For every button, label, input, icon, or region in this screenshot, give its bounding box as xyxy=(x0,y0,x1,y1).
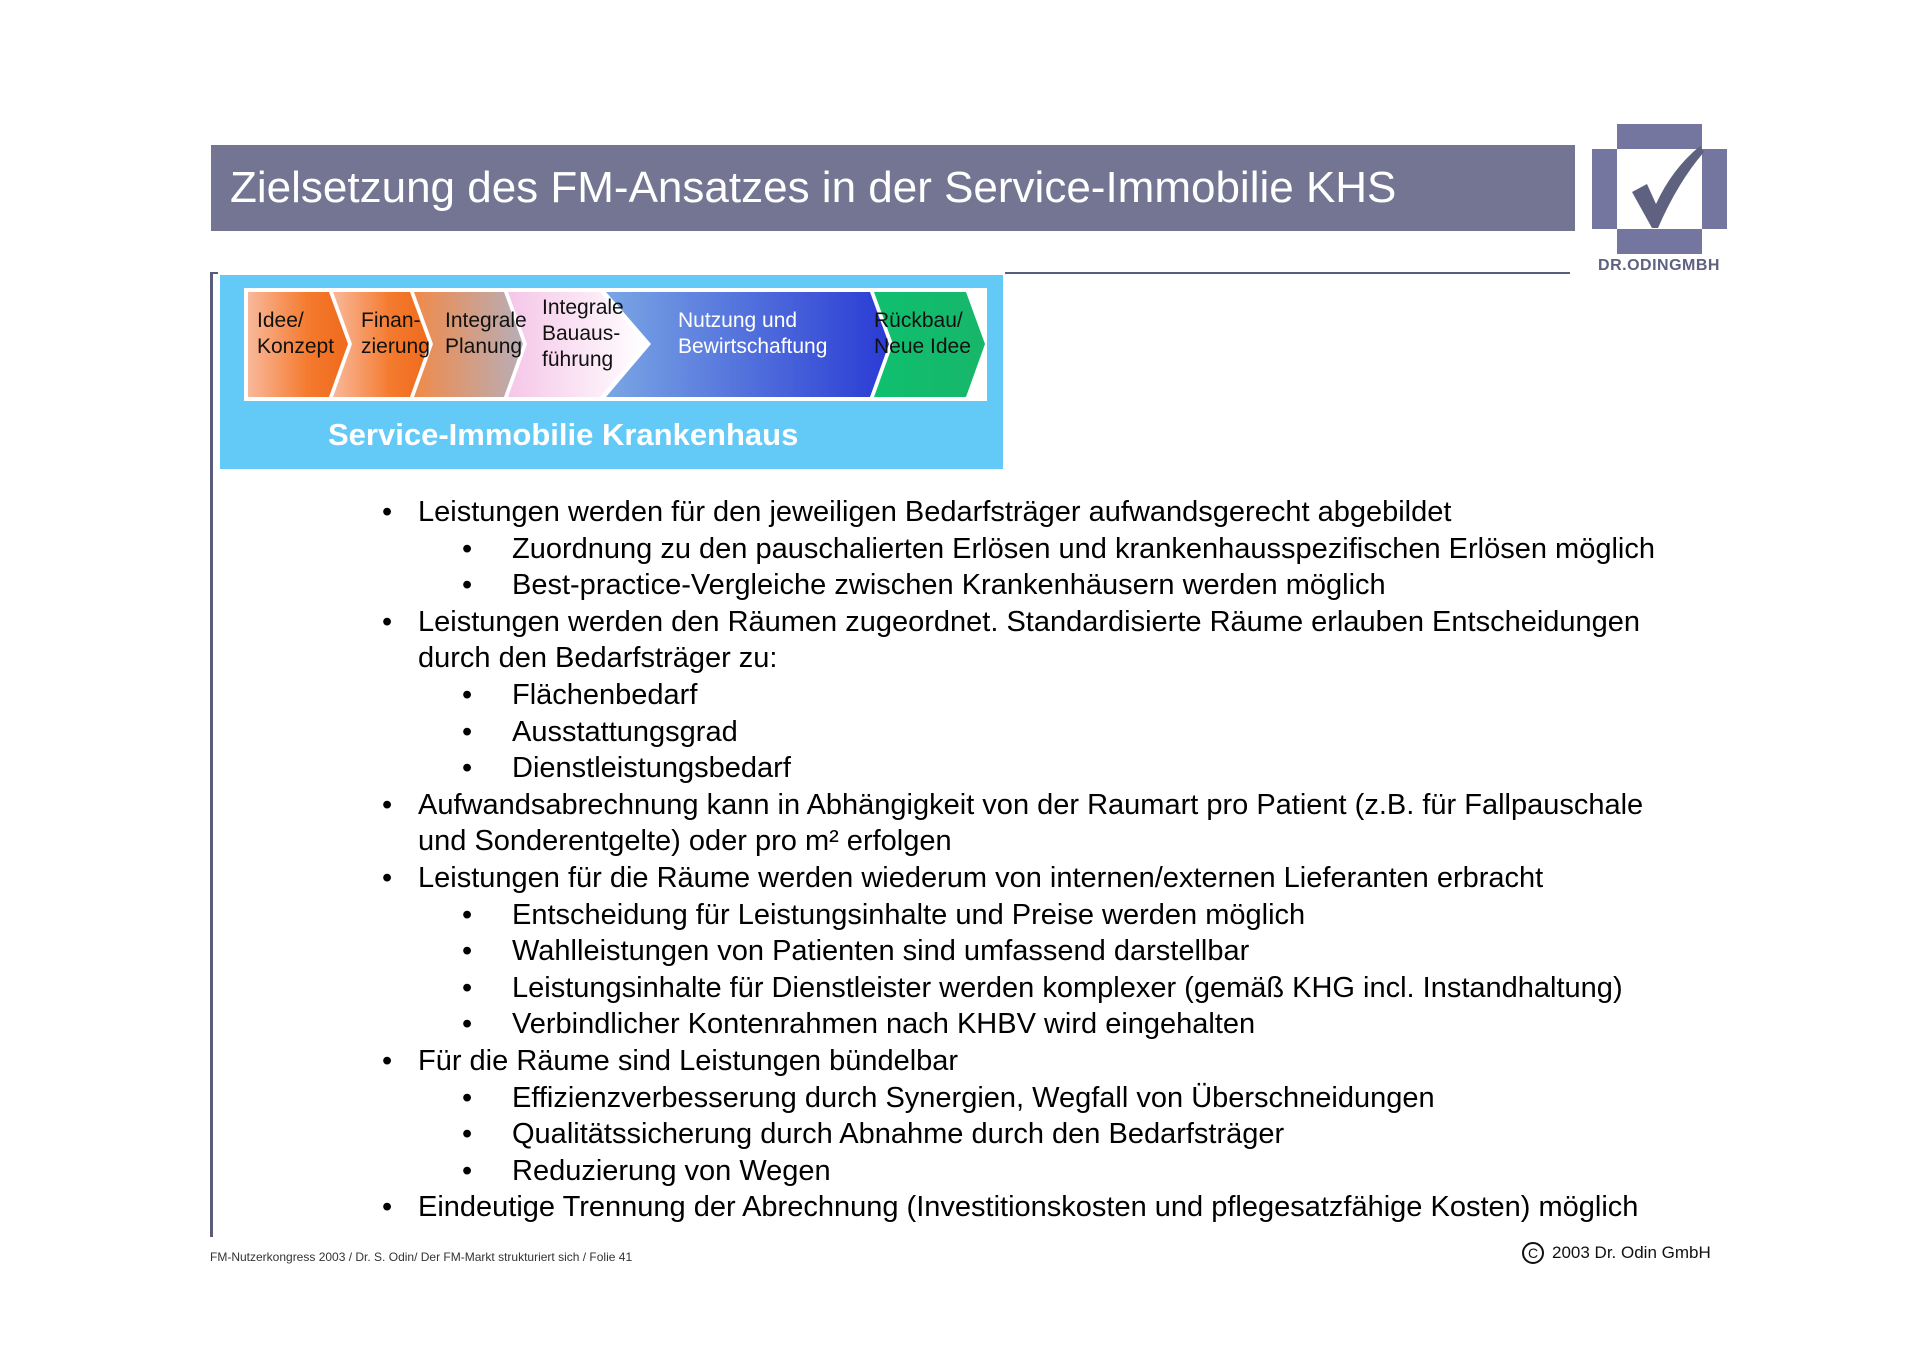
stage-label-integrale-planung: Integrale Planung xyxy=(445,309,527,358)
bullet-text: Aufwandsabrechnung kann in Abhängigkeit von der Raumart pro Patient (z.B. für Fallpauschale xyxy=(418,788,1644,821)
bullet-dot-icon: • xyxy=(382,605,393,638)
sub-bullet-item xyxy=(380,970,1720,1007)
bullet-text: Leistungsinhalte für Dienstleister werden komplexer (gemäß KHG incl. Instandhaltung) xyxy=(512,971,1623,1004)
sub-bullet-item xyxy=(380,567,1720,604)
bullet-text: Zuordnung zu den pauschalierten Erlösen und krankenhausspezifischen Erlösen möglich xyxy=(512,532,1655,565)
bullet-dot-icon: • xyxy=(382,788,393,821)
bullet-item xyxy=(380,1043,1720,1080)
bullet-text: Verbindlicher Kontenrahmen nach KHBV wird eingehalten xyxy=(512,1008,1256,1041)
bullet-dot-icon: • xyxy=(382,861,393,894)
bullet-dot-icon: • xyxy=(462,1081,473,1114)
bullet-dot-icon: • xyxy=(462,715,473,748)
sub-bullet-item xyxy=(380,677,1720,714)
logo-check-mark xyxy=(1632,146,1704,228)
bullet-text: Leistungen werden den Räumen zugeordnet. Standardisierte Räume erlauben Entscheidungen xyxy=(418,605,1641,638)
bullet-text: Leistungen werden für den jeweiligen Bedarfsträger aufwandsgerecht abgebildet xyxy=(418,496,1452,528)
bullet-dot-icon: • xyxy=(382,1191,393,1224)
bullet-continuation xyxy=(380,823,1720,860)
sub-bullet-item xyxy=(380,933,1720,970)
bullet-list xyxy=(380,494,1720,1226)
bullet-item xyxy=(380,604,1720,641)
sub-bullet-item xyxy=(380,750,1720,787)
stage-label-nutzung-bewirtschaftung: Nutzung und Bewirtschaftung xyxy=(678,309,828,358)
left-rule-tick xyxy=(210,272,218,274)
sub-bullet-item xyxy=(380,897,1720,934)
sub-bullet-item xyxy=(380,531,1720,568)
bullet-text: Dienstleistungsbedarf xyxy=(512,752,791,785)
bullet-text: Für die Räume sind Leistungen bündelbar xyxy=(418,1044,959,1077)
bullet-dot-icon: • xyxy=(462,1008,473,1041)
bullet-item xyxy=(380,1189,1720,1226)
bullet-text: Leistungen für die Räume werden wiederum von internen/externen Lieferanten erbracht xyxy=(418,861,1544,894)
slide-title: Zielsetzung des FM-Ansatzes in der Service-Immobilie KHS xyxy=(230,163,1397,212)
bullet-item xyxy=(380,494,1720,531)
bullet-dot-icon: • xyxy=(462,1118,473,1151)
bullet-dot-icon: • xyxy=(382,496,393,528)
bullet-dot-icon: • xyxy=(462,971,473,1004)
bullet-dot-icon: • xyxy=(462,935,473,968)
sub-bullet-item xyxy=(380,714,1720,751)
process-diagram xyxy=(220,275,1003,469)
bullet-text: Qualitätssicherung durch Abnahme durch den Bedarfsträger xyxy=(512,1118,1285,1151)
footer-source: FM-Nutzerkongress 2003 / Dr. S. Odin/ Der FM-Markt strukturiert sich / Folie 41 xyxy=(210,1250,633,1264)
sub-bullet-item xyxy=(380,1006,1720,1043)
bullet-text: Flächenbedarf xyxy=(512,678,698,711)
bullet-dot-icon: • xyxy=(462,678,473,711)
footer-copyright xyxy=(1522,1242,1711,1264)
process-caption: Service-Immobilie Krankenhaus xyxy=(328,417,799,452)
sub-bullet-item xyxy=(380,1116,1720,1153)
bullet-continuation xyxy=(380,640,1720,677)
bullet-dot-icon: • xyxy=(462,752,473,785)
bullet-dot-icon: • xyxy=(382,1044,393,1077)
bullet-item xyxy=(380,860,1720,897)
title-bar xyxy=(211,145,1575,231)
stage-label-rueckbau-neue-idee: Rückbau/ Neue Idee xyxy=(874,309,971,358)
checkmark-logo-icon xyxy=(1592,124,1727,254)
bullet-text: Best-practice-Vergleiche zwischen Krankenhäusern werden möglich xyxy=(512,569,1386,602)
bullet-text: Effizienzverbesserung durch Synergien, Wegfall von Überschneidungen xyxy=(512,1081,1435,1114)
copyright-text: 2003 Dr. Odin GmbH xyxy=(1552,1243,1711,1262)
logo-frame xyxy=(1592,124,1727,254)
bullet-text: Wahlleistungen von Patienten sind umfassend darstellbar xyxy=(512,935,1250,968)
bullet-text: Entscheidung für Leistungsinhalte und Preise werden möglich xyxy=(512,898,1306,931)
bullet-text: Eindeutige Trennung der Abrechnung (Investitionskosten und pflegesatzfähige Kosten) möglich xyxy=(418,1191,1639,1224)
stage-label-integrale-bauausfuehrung: Integrale Bauaus- führung xyxy=(542,296,624,371)
bullet-dot-icon: • xyxy=(462,532,473,565)
bullet-text: und Sonderentgelte) oder pro m² erfolgen xyxy=(418,825,952,858)
sub-bullet-item xyxy=(380,1080,1720,1117)
bullet-dot-icon: • xyxy=(462,898,473,931)
bullet-dot-icon: • xyxy=(462,569,473,602)
left-rule xyxy=(210,272,213,1237)
bullet-text: Reduzierung von Wegen xyxy=(512,1154,831,1187)
bullet-dot-icon: • xyxy=(462,1154,473,1187)
sub-bullet-item xyxy=(380,1153,1720,1190)
stage-label-finanzierung: Finan- zierung xyxy=(361,309,430,358)
logo-wordmark: DR.ODINGMBH xyxy=(1598,257,1720,274)
bullet-text: Ausstattungsgrad xyxy=(512,715,738,748)
top-rule xyxy=(1005,272,1570,274)
bullet-text: durch den Bedarfsträger zu: xyxy=(418,642,778,675)
copyright-icon: C xyxy=(1522,1242,1544,1264)
bullet-item xyxy=(380,787,1720,824)
stage-label-idee-konzept: Idee/ Konzept xyxy=(257,309,335,358)
